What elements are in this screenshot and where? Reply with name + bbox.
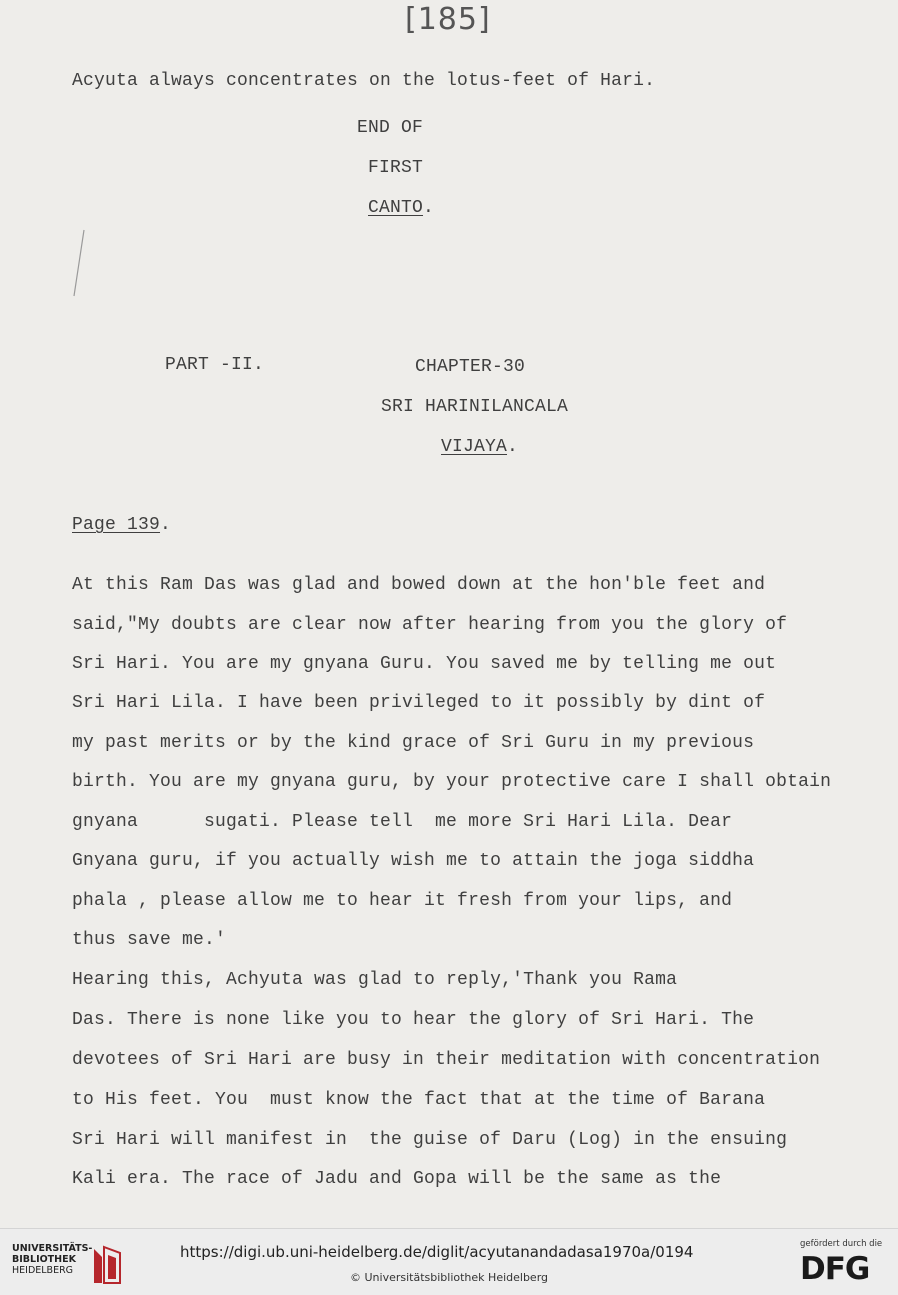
document-url-link[interactable]: https://digi.ub.uni-heidelberg.de/diglit/acyutanandadasa1970a/0194 [180, 1243, 694, 1261]
body-line: my past merits or by the kind grace of Sri Guru in my previous [72, 733, 755, 753]
dfg-logo[interactable]: DFG [800, 1251, 870, 1287]
body-line: gnyana sugati. Please tell me more Sri Hari Lila. Dear [72, 812, 733, 832]
logo-line-2: BIBLIOTHEK [12, 1254, 76, 1265]
body-line: to His feet. You must know the fact that at the time of Barana [72, 1090, 766, 1110]
body-line: said,"My doubts are clear now after hearing from you the glory of [72, 615, 788, 635]
chapter-title: SRI HARINILANCALA [381, 397, 569, 417]
first-line: FIRST [368, 158, 424, 178]
handwritten-page-number: [185] [405, 2, 491, 37]
body-line: Das. There is none like you to hear the glory of Sri Hari. The [72, 1010, 755, 1030]
page-reference-period: . [160, 515, 172, 535]
chapter-subtitle [441, 437, 518, 457]
subtitle-period: . [507, 437, 519, 457]
body-line: Sri Hari will manifest in the guise of Daru (Log) in the ensuing [72, 1130, 788, 1150]
part-label: PART -II. [165, 355, 265, 375]
pencil-mark-icon [70, 228, 88, 298]
canto-period: . [423, 198, 435, 218]
logo-text [12, 1243, 92, 1276]
body-line: At this Ram Das was glad and bowed down at the hon'ble feet and [72, 575, 766, 595]
body-line: Sri Hari Lila. I have been privileged to it possibly by dint of [72, 693, 766, 713]
copyright-notice: © Universitätsbibliothek Heidelberg [350, 1271, 549, 1284]
canto-line [368, 198, 434, 218]
body-line: Gnyana guru, if you actually wish me to attain the joga siddha [72, 851, 755, 871]
body-line: phala , please allow me to hear it fresh from your lips, and [72, 891, 733, 911]
chapter-label: CHAPTER-30 [415, 357, 526, 377]
end-of-line: END OF [357, 118, 424, 138]
body-line: birth. You are my gnyana guru, by your protective care I shall obtain [72, 772, 832, 792]
university-library-logo[interactable] [12, 1243, 140, 1287]
logo-line-1: UNIVERSITÄTS- [12, 1243, 93, 1254]
body-line: thus save me.' [72, 930, 227, 950]
page-reference-text: Page 139 [72, 515, 161, 535]
opening-line: Acyuta always concentrates on the lotus-feet of Hari. [72, 71, 656, 91]
canto-word: CANTO [368, 198, 424, 218]
dfg-caption: gefördert durch die [800, 1239, 883, 1249]
body-line: Sri Hari. You are my gnyana Guru. You saved me by telling me out [72, 654, 777, 674]
subtitle-word: VIJAYA [441, 437, 508, 457]
logo-line-3: HEIDELBERG [12, 1265, 74, 1276]
body-line: Hearing this, Achyuta was glad to reply,'Thank you Rama [72, 970, 678, 990]
library-emblem-icon [90, 1243, 124, 1287]
viewer-footer [0, 1228, 898, 1295]
body-line: Kali era. The race of Jadu and Gopa will be the same as the [72, 1169, 722, 1189]
body-line: devotees of Sri Hari are busy in their meditation with concentration [72, 1050, 821, 1070]
page-reference [72, 515, 171, 535]
